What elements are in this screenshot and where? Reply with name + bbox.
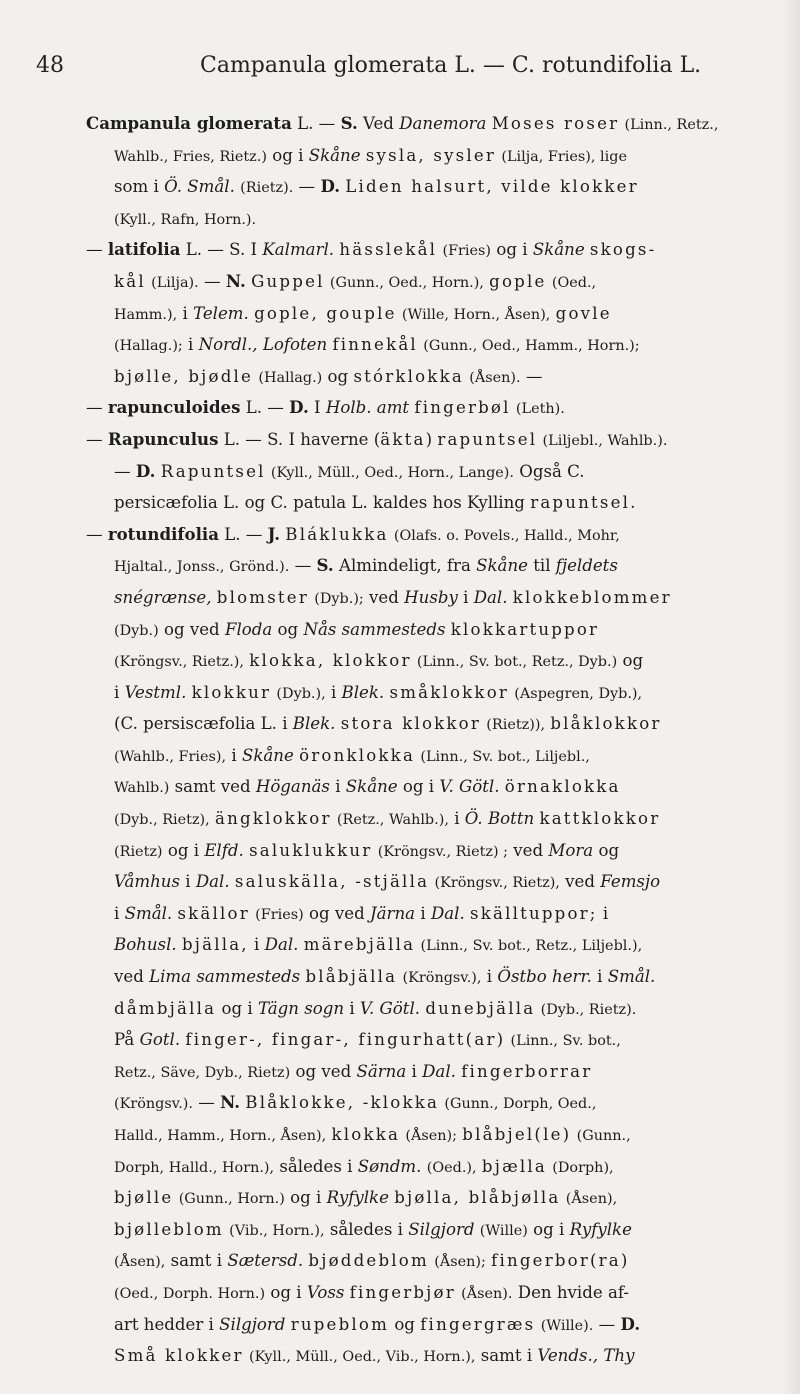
text-segment: klokkeblommer bbox=[512, 587, 672, 607]
text-segment: Wahlb.) bbox=[114, 780, 170, 797]
text-segment: Gotl. bbox=[139, 1030, 181, 1050]
text-segment: (Lilja). bbox=[151, 274, 199, 291]
text-segment: Skåne bbox=[532, 240, 585, 260]
text-segment: (Oed.), bbox=[426, 1159, 477, 1176]
text-line bbox=[86, 1214, 794, 1246]
text-segment: og i bbox=[491, 240, 533, 260]
text-segment: Skåne bbox=[476, 556, 528, 576]
text-segment: (Åsen), bbox=[565, 1191, 618, 1208]
text-segment: I bbox=[308, 398, 326, 418]
text-segment: hässlekål bbox=[339, 240, 438, 260]
text-segment: — bbox=[86, 429, 108, 449]
text-line bbox=[86, 929, 794, 961]
text-segment: Silgjord bbox=[408, 1219, 475, 1239]
text-segment: L. — bbox=[291, 114, 341, 133]
text-segment: — bbox=[289, 556, 317, 576]
text-line bbox=[86, 645, 794, 677]
text-segment: V. Götl. bbox=[439, 777, 500, 797]
text-segment: og ved bbox=[158, 619, 225, 639]
text-segment: Floda bbox=[224, 619, 273, 639]
text-segment: (Kyll., Müll., Oed., Horn., Lange). bbox=[270, 464, 514, 481]
text-segment: Dorph, Halld., Horn.), bbox=[114, 1159, 275, 1176]
text-segment: således i bbox=[324, 1219, 409, 1239]
page-edge-shadow bbox=[782, 0, 800, 1394]
text-segment: Søndm. bbox=[357, 1156, 422, 1176]
text-segment: bjølle, bjødle bbox=[114, 366, 254, 386]
text-segment: Blåklokke, -klokka bbox=[245, 1093, 440, 1113]
text-segment: Höganäs bbox=[255, 777, 330, 797]
text-segment: (Linn., Sv. bot., Liljebl., bbox=[420, 748, 590, 765]
text-segment: sysla, sysler bbox=[365, 145, 497, 165]
text-segment: Nordl., Lofoten bbox=[198, 335, 328, 355]
text-segment: S. bbox=[316, 555, 334, 576]
text-line bbox=[86, 392, 794, 424]
text-segment: klokkur bbox=[191, 682, 272, 702]
text-segment: rupeblom bbox=[290, 1314, 390, 1334]
page-number: 48 bbox=[36, 53, 64, 78]
text-segment: — bbox=[520, 366, 543, 386]
text-segment: (Kröngsv., Rietz) ; bbox=[377, 843, 509, 860]
text-line bbox=[86, 771, 794, 803]
text-segment: Bláklukka bbox=[285, 524, 389, 544]
text-segment: Ved bbox=[357, 114, 400, 133]
text-segment: Hamm.), bbox=[114, 306, 178, 323]
text-segment: Elfd. bbox=[204, 840, 244, 860]
text-line bbox=[86, 1182, 794, 1214]
text-segment: D. bbox=[320, 176, 341, 197]
text-segment: dåmbjälla bbox=[114, 998, 217, 1018]
text-line bbox=[86, 614, 794, 646]
text-line bbox=[86, 1277, 794, 1309]
page-header bbox=[36, 46, 776, 86]
text-segment: (Linn., Retz., bbox=[624, 117, 719, 133]
text-segment: L. — S. I haverne ( bbox=[218, 429, 381, 449]
text-segment: og i bbox=[527, 1219, 570, 1239]
text-segment: Blek. bbox=[341, 682, 385, 702]
text-segment: märebjälla bbox=[303, 935, 416, 955]
text-segment: L. — bbox=[240, 398, 290, 418]
text-segment: Skåne bbox=[345, 777, 398, 797]
text-line bbox=[86, 582, 794, 614]
text-line bbox=[86, 835, 794, 867]
text-segment: i bbox=[406, 1061, 423, 1081]
text-segment: (Olafs. o. Povels., Halld., Mohr, bbox=[393, 527, 620, 544]
text-segment: samt i bbox=[475, 1346, 538, 1366]
text-segment: (Åsen); bbox=[434, 1254, 486, 1271]
text-segment: i bbox=[481, 967, 498, 987]
text-segment: — bbox=[86, 398, 108, 418]
text-line bbox=[86, 993, 794, 1025]
text-segment: (Gunn., Dorph, Oed., bbox=[444, 1096, 597, 1113]
text-segment: rapunculoides bbox=[107, 397, 241, 418]
text-segment: (Vib., Horn.), bbox=[229, 1222, 325, 1239]
text-segment: stora klokkor bbox=[340, 714, 481, 734]
text-segment: i bbox=[325, 682, 342, 702]
text-segment: gople, gouple bbox=[254, 303, 397, 323]
text-line bbox=[86, 1056, 794, 1088]
text-segment: På bbox=[114, 1030, 140, 1050]
text-segment: Kalmarl. bbox=[262, 240, 335, 260]
text-segment: kål bbox=[114, 271, 146, 291]
text-segment: i bbox=[415, 903, 431, 923]
text-segment: klokka bbox=[331, 1125, 401, 1144]
text-segment: blomster bbox=[216, 587, 309, 607]
text-segment: og i bbox=[265, 1282, 307, 1302]
text-line bbox=[86, 1024, 794, 1056]
text-segment: (Linn., Sv. bot., Retz., Liljebl.), bbox=[420, 938, 643, 955]
text-segment: og i bbox=[397, 777, 440, 797]
text-segment: rapuntsel bbox=[437, 429, 538, 449]
text-segment: fingerborrar bbox=[461, 1061, 593, 1081]
text-segment: i bbox=[591, 967, 608, 987]
text-segment: og bbox=[593, 840, 620, 860]
text-segment: skogs- bbox=[589, 240, 657, 260]
text-segment: — bbox=[293, 177, 321, 197]
text-segment: Dal. bbox=[430, 903, 465, 923]
text-segment: (Åsen). bbox=[469, 369, 521, 386]
text-segment: ved bbox=[114, 967, 150, 987]
text-segment: og bbox=[272, 619, 304, 639]
text-segment: i bbox=[329, 777, 346, 797]
text-line bbox=[86, 1309, 794, 1341]
text-segment: D. bbox=[289, 397, 309, 418]
text-segment: J. bbox=[267, 523, 281, 544]
text-segment: således i bbox=[274, 1156, 358, 1176]
text-line bbox=[86, 803, 794, 835]
text-segment: (Dyb.); bbox=[314, 590, 364, 607]
text-segment: Ryfylke bbox=[326, 1188, 389, 1208]
text-segment: Sætersd. bbox=[227, 1251, 304, 1271]
text-segment: klokkartuppor bbox=[450, 619, 600, 639]
text-segment: (Fries) bbox=[442, 243, 492, 260]
text-segment: kattklokkor bbox=[539, 809, 661, 829]
text-segment: Särna bbox=[356, 1061, 407, 1081]
text-segment: örnaklokka bbox=[504, 777, 621, 797]
text-line bbox=[86, 298, 794, 330]
text-segment: klokka, klokkor bbox=[249, 651, 412, 671]
text-line bbox=[86, 1151, 794, 1183]
text-line bbox=[86, 424, 794, 456]
text-segment: art hedder i bbox=[114, 1314, 220, 1334]
text-segment: (Linn., Sv. bot., Retz., Dyb.) bbox=[416, 654, 618, 671]
text-line bbox=[86, 519, 794, 551]
text-segment: (Kröngsv., Rietz), bbox=[434, 875, 560, 892]
text-segment: i bbox=[177, 303, 194, 323]
text-segment: (Dyb.), bbox=[276, 685, 326, 702]
text-segment: Moses roser bbox=[491, 114, 620, 133]
text-segment: Tägn sogn bbox=[257, 998, 345, 1018]
text-segment: småklokkor bbox=[389, 682, 510, 702]
text-segment: og bbox=[617, 651, 644, 671]
text-segment: Silgjord bbox=[219, 1314, 286, 1334]
text-segment: fingerbøl bbox=[414, 398, 511, 418]
text-segment: skällor bbox=[177, 903, 250, 923]
text-segment: (Linn., Sv. bot., bbox=[510, 1033, 621, 1050]
text-segment: D. bbox=[135, 460, 156, 481]
text-segment: — bbox=[192, 1093, 221, 1113]
text-segment: (Gunn., bbox=[576, 1128, 631, 1144]
running-head: Campanula glomerata L. — C. rotundifolia L. bbox=[200, 53, 702, 78]
entry-text bbox=[86, 108, 794, 1372]
text-line bbox=[86, 203, 794, 235]
text-line bbox=[86, 961, 794, 993]
text-segment: D. bbox=[620, 1313, 641, 1334]
text-segment: — bbox=[198, 271, 226, 291]
text-segment: Dal. bbox=[473, 587, 508, 607]
text-segment: (Gunn., Oed., Horn.), bbox=[329, 274, 484, 291]
text-segment: Voss bbox=[306, 1282, 345, 1302]
text-segment: N. bbox=[220, 1092, 241, 1113]
text-segment: Ryfylke bbox=[569, 1219, 632, 1239]
text-line bbox=[86, 361, 794, 393]
text-segment: latifolia bbox=[107, 239, 181, 260]
text-segment: (Wille) bbox=[479, 1222, 528, 1239]
text-segment: ) bbox=[425, 429, 438, 449]
text-segment: i bbox=[226, 745, 242, 765]
text-segment: (Rietz). bbox=[240, 180, 294, 197]
text-segment: og i bbox=[284, 1188, 327, 1208]
text-segment: — bbox=[86, 524, 108, 544]
text-segment: Östbo herr. bbox=[497, 967, 592, 987]
text-segment: (Dorph), bbox=[552, 1159, 614, 1176]
text-segment: — bbox=[593, 1314, 621, 1334]
text-segment: (Kröngsv., Rietz.), bbox=[114, 654, 244, 671]
text-segment: og i bbox=[266, 145, 309, 165]
text-segment: (Dyb., Rietz), bbox=[114, 812, 210, 829]
text-segment: Telem. bbox=[193, 303, 249, 323]
text-segment: som i bbox=[114, 177, 165, 197]
text-segment: N. bbox=[225, 270, 246, 291]
text-segment: Dal. bbox=[264, 935, 299, 955]
text-segment: Rapuntsel bbox=[160, 461, 266, 481]
text-segment: Skåne bbox=[241, 745, 294, 765]
text-segment: Små klokker bbox=[114, 1346, 244, 1366]
text-segment: — bbox=[114, 461, 136, 481]
text-segment: dunebjälla bbox=[425, 998, 536, 1018]
text-segment: (Wille, Horn., Åsen), bbox=[401, 306, 551, 323]
text-segment: fjeldets bbox=[555, 556, 618, 576]
text-segment: fingergræs bbox=[420, 1314, 536, 1334]
text-segment: Smål. bbox=[607, 967, 656, 987]
text-segment: Nås sammesteds bbox=[303, 619, 446, 639]
text-segment: — bbox=[86, 240, 108, 260]
text-segment: og i bbox=[162, 840, 205, 860]
text-segment: (Dyb., Rietz). bbox=[540, 1001, 637, 1018]
text-segment: Ö. Bottn bbox=[464, 809, 535, 829]
text-line bbox=[86, 1340, 794, 1372]
text-segment: (Wille). bbox=[540, 1317, 594, 1334]
text-segment: Vestml. bbox=[124, 682, 187, 702]
text-segment: gople bbox=[489, 271, 547, 291]
text-segment: Almindeligt, fra bbox=[333, 556, 477, 576]
text-segment: finger-, fingar-, fingurhatt(ar) bbox=[185, 1030, 506, 1050]
text-segment: bjälla, bbox=[181, 935, 249, 955]
text-segment: finnekål bbox=[332, 335, 418, 355]
text-segment: snégrænse, bbox=[114, 587, 212, 607]
text-segment: Hjaltal., Jonss., Grönd.). bbox=[114, 559, 290, 576]
text-segment: Dal. bbox=[195, 872, 230, 892]
text-segment: rotundifolia bbox=[107, 523, 219, 544]
text-segment: fingerbor(ra) bbox=[491, 1251, 630, 1271]
text-line bbox=[86, 487, 794, 519]
text-line bbox=[86, 1245, 794, 1277]
text-segment: Danemora bbox=[399, 114, 487, 133]
text-line bbox=[86, 1087, 794, 1119]
text-segment: blåbjälla bbox=[305, 967, 398, 987]
text-segment: blåklokkor bbox=[550, 714, 662, 734]
text-segment: (Fries) bbox=[255, 906, 304, 923]
text-segment: og ved bbox=[303, 903, 371, 923]
text-segment: saluklukkur bbox=[249, 840, 373, 860]
text-segment: Holb. amt bbox=[325, 398, 410, 418]
text-segment: (Rietz)), bbox=[486, 717, 546, 734]
text-segment: Husby bbox=[404, 587, 458, 607]
text-segment: (Dyb.) bbox=[114, 622, 159, 639]
text-segment: bjølleblom bbox=[114, 1219, 224, 1239]
text-segment: (Kyll., Müll., Oed., Vib., Horn.), bbox=[248, 1349, 476, 1366]
text-segment: saluskälla, -stjälla bbox=[234, 872, 430, 892]
text-segment: bjølle bbox=[114, 1188, 174, 1208]
text-segment: Retz., Säve, Dyb., Rietz) bbox=[114, 1064, 291, 1081]
text-segment: ved bbox=[363, 587, 405, 607]
text-line bbox=[86, 866, 794, 898]
text-segment: i bbox=[448, 809, 465, 829]
text-segment: i bbox=[248, 935, 265, 955]
text-line bbox=[86, 234, 794, 266]
text-line bbox=[86, 677, 794, 709]
text-segment: (Oed., Dorph. Horn.) bbox=[114, 1285, 266, 1302]
text-segment: (Kröngsv.), bbox=[402, 970, 482, 987]
text-segment: bjælla bbox=[481, 1156, 547, 1176]
text-segment: Smål. bbox=[124, 903, 173, 923]
text-segment: L. — bbox=[218, 524, 268, 544]
text-segment: Våmhus bbox=[114, 872, 180, 892]
text-segment: (Åsen), bbox=[114, 1254, 166, 1271]
text-segment: Den hvide af- bbox=[512, 1282, 629, 1302]
text-segment: bjølla, blåbjølla bbox=[394, 1188, 561, 1208]
text-segment: S. bbox=[340, 113, 358, 133]
text-segment: og ved bbox=[290, 1061, 357, 1081]
text-segment: Halld., Hamm., Horn., Åsen), bbox=[114, 1128, 327, 1144]
text-segment: i bbox=[179, 872, 196, 892]
text-segment: Skåne bbox=[308, 145, 361, 165]
text-segment: og bbox=[322, 366, 354, 386]
text-segment: persicæfolia L. og C. patula L. kaldes hos Kylling bbox=[114, 493, 531, 513]
text-segment: Vends., Thy bbox=[537, 1346, 635, 1366]
text-segment: Mora bbox=[548, 840, 594, 860]
text-segment: i bbox=[597, 903, 609, 923]
text-line bbox=[86, 1119, 794, 1151]
text-segment: i bbox=[114, 903, 125, 923]
text-segment: V. Götl. bbox=[359, 998, 421, 1018]
text-segment: (Kröngsv.). bbox=[114, 1096, 193, 1113]
text-segment: (C. persiscæfolia L. i bbox=[114, 714, 293, 734]
text-segment: (Hallag.) bbox=[258, 369, 323, 386]
text-segment: skälltuppor; bbox=[470, 903, 598, 923]
text-segment: (Gunn., Horn.) bbox=[178, 1191, 285, 1208]
text-segment: (Liljebl., Wahlb.). bbox=[542, 432, 668, 449]
text-segment: i bbox=[457, 587, 474, 607]
text-segment: i bbox=[114, 682, 125, 702]
text-segment: ved bbox=[508, 840, 549, 860]
text-segment: til bbox=[527, 556, 556, 576]
text-line bbox=[86, 266, 794, 298]
text-segment: Bohusl. bbox=[114, 935, 177, 955]
text-line bbox=[86, 550, 794, 582]
text-segment: (Lilja, Fries), lige bbox=[501, 148, 627, 165]
text-line bbox=[86, 708, 794, 740]
text-segment: (Retz., Wahlb.), bbox=[336, 812, 449, 829]
text-line bbox=[86, 456, 794, 488]
text-segment: (Åsen). bbox=[461, 1285, 513, 1302]
text-segment: i bbox=[182, 335, 199, 355]
text-line bbox=[86, 329, 794, 361]
text-segment: Wahlb., Fries, Rietz.) bbox=[114, 148, 267, 165]
text-segment: Liden halsurt, vilde klokker bbox=[345, 177, 639, 197]
text-segment: Femsjo bbox=[600, 872, 661, 892]
text-segment: äkta bbox=[380, 429, 426, 449]
text-segment: og i bbox=[216, 998, 258, 1018]
text-segment: Järna bbox=[370, 903, 416, 923]
text-segment: Også C. bbox=[514, 461, 585, 481]
text-segment: ängklokkor bbox=[215, 809, 332, 829]
text-line bbox=[86, 108, 794, 140]
text-segment: govle bbox=[555, 303, 612, 323]
text-segment: samt ved bbox=[169, 777, 256, 797]
text-segment: (Leth). bbox=[515, 401, 565, 418]
text-segment: samt i bbox=[165, 1251, 228, 1271]
text-segment: (Hallag.); bbox=[114, 338, 183, 355]
text-segment: (Wahlb., Fries), bbox=[114, 748, 227, 765]
text-segment: Guppel bbox=[251, 271, 325, 291]
text-segment: blåbjel(le) bbox=[462, 1125, 572, 1144]
text-line bbox=[86, 898, 794, 930]
text-segment: (Aspegren, Dyb.), bbox=[514, 685, 643, 702]
text-segment: Lima sammesteds bbox=[149, 967, 301, 987]
text-line bbox=[86, 140, 794, 172]
text-segment: (Åsen); bbox=[405, 1128, 458, 1144]
text-segment: rapuntsel. bbox=[530, 493, 638, 513]
text-segment: Campanula glomerata bbox=[86, 113, 292, 133]
text-segment: Dal. bbox=[422, 1061, 456, 1081]
text-segment: (Gunn., Oed., Hamm., Horn.); bbox=[423, 338, 640, 355]
text-segment: bjøddeblom bbox=[308, 1251, 429, 1271]
text-segment: og bbox=[389, 1314, 421, 1334]
text-segment: Ö. Smål. bbox=[164, 177, 235, 197]
text-segment: (Oed., bbox=[551, 274, 597, 291]
text-segment: stórklokka bbox=[353, 366, 464, 386]
text-segment: L. — S. I bbox=[180, 240, 263, 260]
text-segment: (Rietz) bbox=[114, 843, 163, 860]
text-line bbox=[86, 171, 794, 203]
text-segment: ved bbox=[559, 872, 601, 892]
text-segment: öronklokka bbox=[299, 745, 416, 765]
text-line bbox=[86, 740, 794, 772]
text-segment: i bbox=[344, 998, 360, 1018]
text-segment: (Kyll., Rafn, Horn.). bbox=[114, 211, 257, 228]
text-segment: Blek. bbox=[292, 714, 336, 734]
text-segment: fingerbjør bbox=[349, 1282, 456, 1302]
text-segment: Rapunculus bbox=[107, 428, 219, 449]
